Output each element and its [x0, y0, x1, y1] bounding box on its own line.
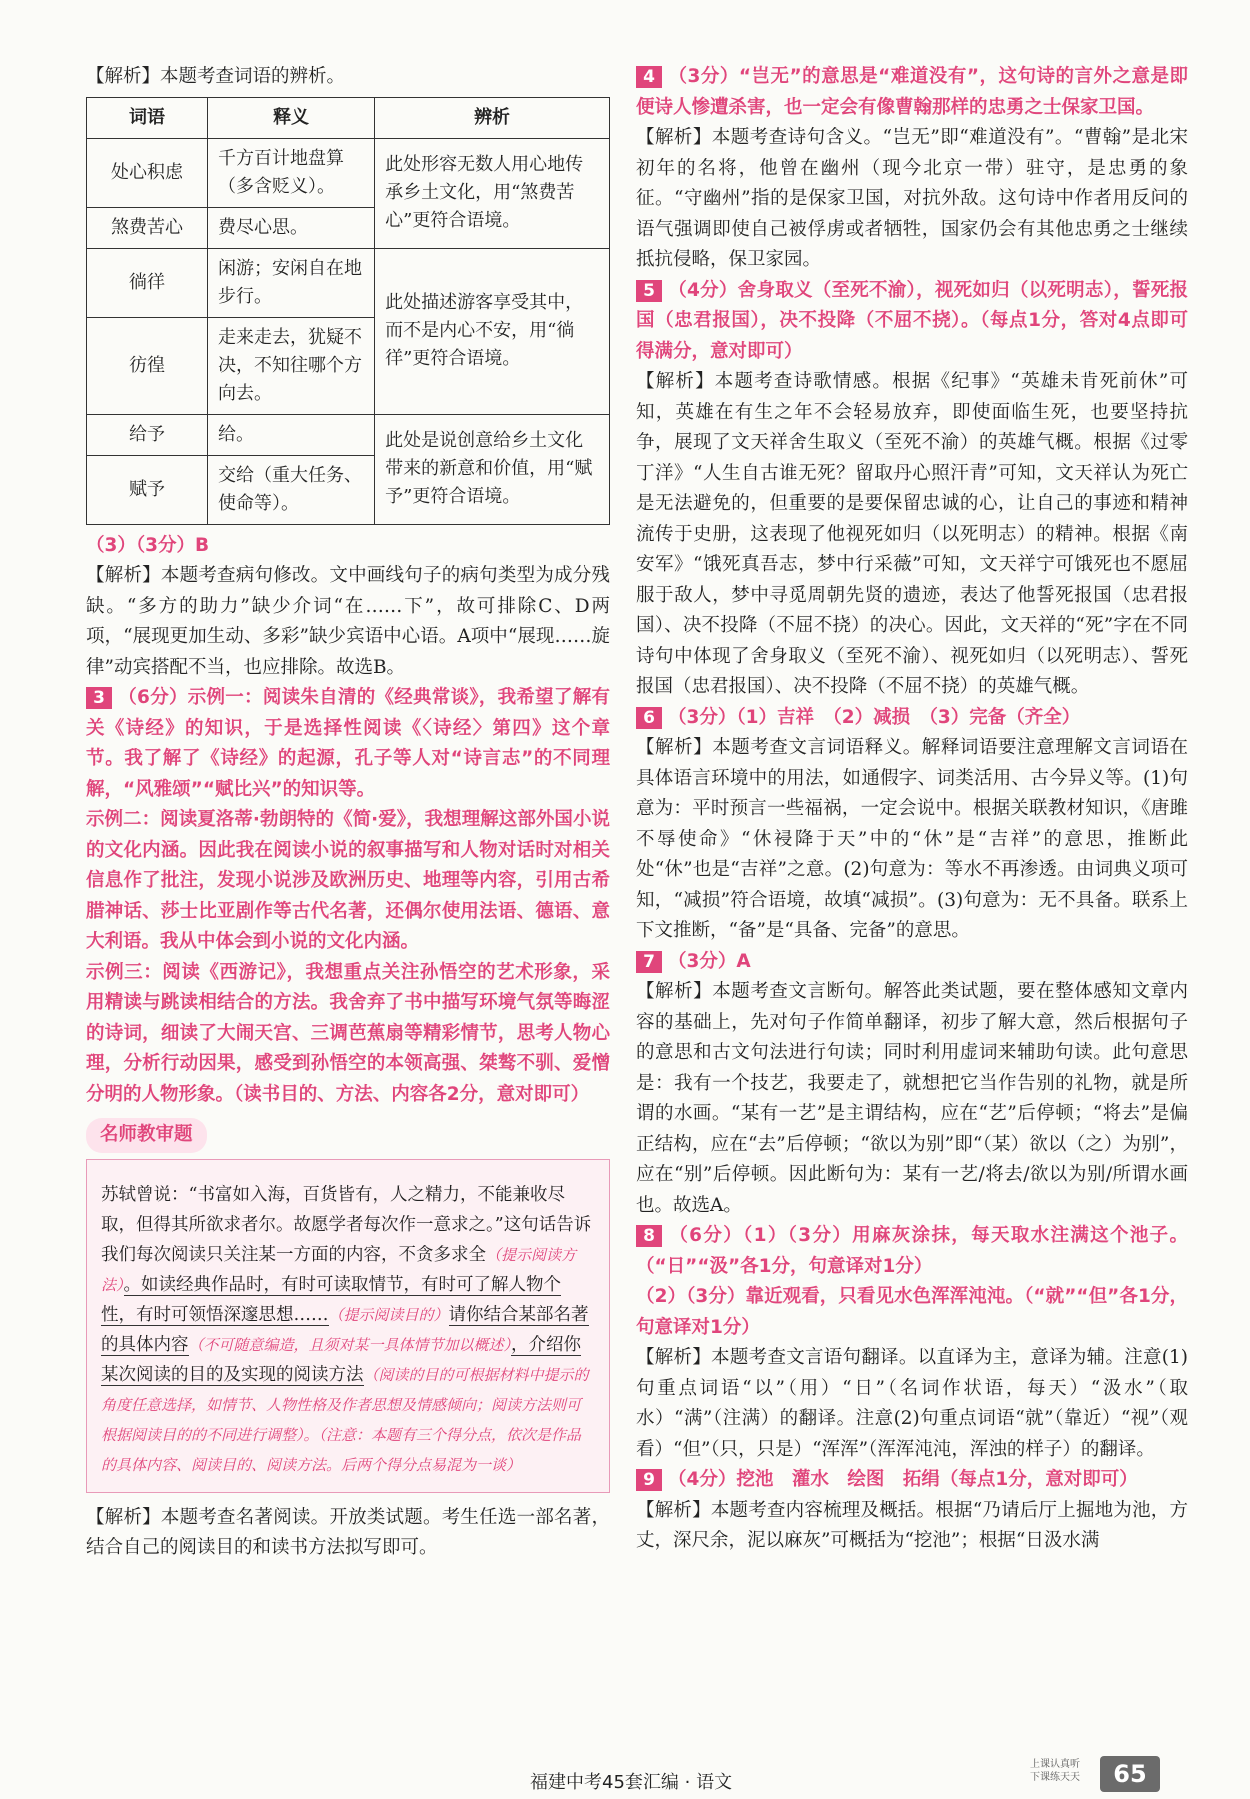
q3-answer — [86, 683, 610, 805]
col-header: 辨析 — [375, 97, 610, 138]
word-cell: 煞费苦心 — [87, 207, 208, 248]
question-number-badge: 7 — [636, 951, 662, 973]
word-cell: 徜徉 — [87, 248, 208, 317]
definition-cell: 费尽心思。 — [208, 207, 375, 248]
q4-analysis: 【解析】本题考查诗句含义。“岂无”即“难道没有”。“曹翰”是北宋初年的名将，他曾在幽州（现今北京一带）驻守，是忠勇的象征。“守幽州”指的是保家卫国，对抗外敌。这句诗中作者用反问的语气强调即使自己被俘虏或者牺牲，国家仍会有其他忠勇之士继续抵抗侵略，保卫家园。 — [636, 127, 1188, 270]
q6-answer — [636, 703, 1188, 734]
q9-analysis: 【解析】本题考查内容梳理及概括。根据“乃请后厅上掘地为池，方丈，深尺余，泥以麻灰”可概括为“挖池”；根据“日汲水满 — [636, 1499, 1188, 1551]
definition-cell: 交给（重大任务、使命等）。 — [208, 455, 375, 524]
handwritten-note: （阅读的目的可根据材料中提示的角度任意选择，如情节、人物性格及作者思想及情感倾向；阅读方法则可根据阅读目的的不同进行调整）。（注意：本题有三个得分点，依次是作品的具体内容、阅读目的、阅读方法。后两个得分点易混为一谈） — [101, 1365, 589, 1474]
analysis-cell: 此处描述游客享受其中，而不是内心不安，用“徜徉”更符合语境。 — [375, 248, 610, 414]
question-number-badge: 8 — [636, 1225, 662, 1247]
handwritten-note: （提示阅读目的） — [328, 1305, 449, 1324]
word-cell: 赋予 — [87, 455, 208, 524]
analysis-cell: 此处是说创意给乡土文化带来的新意和价值，用“赋予”更符合语境。 — [375, 414, 610, 524]
q3-example-1: （6分）示例一：阅读朱自清的《经典常谈》，我希望了解有关《诗经》的知识，于是选择性阅读《〈诗经〉第四》这个章节。我了解了《诗经》的起源，孔子等人对“诗言志”的不同理解，“风雅颂”“赋比兴”的知识等。 — [86, 687, 610, 800]
q3-example-2: 示例二：阅读夏洛蒂·勃朗特的《简·爱》，我想理解这部外国小说的文化内涵。因此我在阅读小说的叙事描写和人物对话时对相关信息作了批注，发现小说涉及欧洲历史、地理等内容，引用古希腊神话、莎士比亚剧作等古代名著，还偶尔使用法语、德语、意大利语。我从中体会到小说的文化内涵。 — [86, 809, 610, 952]
table-header — [87, 97, 610, 138]
jiexi-intro: 【解析】本题考查词语的辨析。 — [86, 66, 346, 87]
col-header: 词语 — [87, 97, 208, 138]
q3-example-3: 示例三：阅读《西游记》，我想重点关注孙悟空的艺术形象，采用精读与跳读相结合的方法。我舍弃了书中描写环境气氛等晦涩的诗词，细读了大闹天宫、三调芭蕉扇等精彩情节，思考人物心理，分析行动因果，感受到孙悟空的本领高强、桀骜不驯、爱憎分明的人物形象。（读书目的、方法、内容各2分，意对即可） — [86, 961, 610, 1105]
q8-analysis: 【解析】本题考查文言语句翻译。以直译为主，意译为辅。注意(1)句重点词语“以”（用）“日”（名词作状语，每天）“汲水”（取水）“满”（注满）的翻译。注意(2)句重点词语“就”（靠近）“视”（观看）“但”（只，只是）“浑浑”（浑浑沌沌，浑浊的样子）的翻译。 — [636, 1347, 1188, 1460]
word-cell: 彷徨 — [87, 317, 208, 414]
question-number-badge: 6 — [636, 707, 662, 729]
q6-answer-text: （3分）（1）吉祥 （2）减损 （3）完备（齐全） — [668, 706, 1081, 728]
q6-analysis: 【解析】本题考查文言词语释义。解释词语要注意理解文言词语在具体语言环境中的用法，如通假字、词类活用、古今异义等。(1)句意为：平时预言一些福祸，一定会说中。根据关联教材知识，《唐雎不辱使命》“休祲降于天”中的“休”是“吉祥”的意思，推断此处“休”也是“吉祥”之意。(2)句意为：等水不再渗透。由词典义项可知，“减损”符合语境，故填“减损”。(3)句意为：无不具备。联系上下文推断，“备”是“具备、完备”的意思。 — [636, 737, 1188, 941]
q4-answer-text: （3分）“岂无”的意思是“难道没有”，这句诗的言外之意是即便诗人惨遭杀害，也一定会有像曹翰那样的忠勇之士保家卫国。 — [636, 66, 1188, 118]
q9-answer-text: （4分）挖池 灌水 绘图 拓绢（每点1分，意对即可） — [668, 1469, 1138, 1490]
question-number-badge: 3 — [86, 687, 112, 709]
q3-final-analysis: 【解析】本题考查名著阅读。开放类试题。考生任选一部名著，结合自己的阅读目的和读书方法拟写即可。 — [86, 1506, 610, 1558]
question-number-badge: 5 — [636, 280, 662, 302]
review-text: 。如读经典作品时，有时可读取情节，有时可了解人物个性，有时可领悟深邃思想…… — [101, 1274, 562, 1325]
review-text: 请你结合某部名著的具体内容 — [101, 1304, 589, 1355]
q3-sub-answer: （3）（3分）B — [86, 534, 210, 556]
q3-sub-analysis: 【解析】本题考查病句修改。文中画线句子的病句类型为成分残缺。“多方的助力”缺少介词“在……下”，故可排除C、D两项，“展现更加生动、多彩”缺少宾语中心语。A项中“展现……旋律”动宾搭配不当，也应排除。故选B。 — [86, 565, 610, 678]
table-row — [87, 138, 610, 207]
book-title: 福建中考45套汇编 · 语文 — [530, 1772, 733, 1793]
word-cell: 给予 — [87, 414, 208, 455]
word-cell: 处心积虑 — [87, 138, 208, 207]
definition-cell: 给。 — [208, 414, 375, 455]
review-title: 名师教审题 — [86, 1118, 207, 1153]
slogan — [1030, 1758, 1080, 1784]
definition-cell: 千方百计地盘算（多含贬义）。 — [208, 138, 375, 207]
table-row — [87, 248, 610, 317]
left-column — [86, 62, 610, 1564]
q8-answer — [636, 1221, 1188, 1282]
q7-analysis: 【解析】本题考查文言断句。解答此类试题，要在整体感知文章内容的基础上，先对句子作简单翻译，初步了解大意，然后根据句子的意思和古文句法进行句读；同时利用虚词来辅助句读。此句意思是：我有一个技艺，我要走了，就想把它当作告别的礼物，就是所谓的水画。“某有一艺”是主谓结构，应在“艺”后停顿；“将去”是偏正结构，应在“去”后停顿；“欲以为别”即“（某）欲以（之）为别”，应在“别”后停顿。因此断句为：某有一艺/将去/欲以为别/所谓水画也。故选A。 — [636, 981, 1188, 1216]
q9-answer — [636, 1465, 1188, 1496]
page-number: 65 — [1100, 1756, 1160, 1792]
q7-answer-text: （3分）A — [668, 950, 751, 972]
col-header: 释义 — [208, 97, 375, 138]
review-text: ，介绍你某次阅读的目的及实现的阅读方法 — [101, 1334, 582, 1385]
handwritten-note: （不可随意编造，且须对某一具体情节加以概述） — [188, 1335, 512, 1354]
table-row — [87, 414, 610, 455]
q8-answer-text: （6分）（1）（3分）用麻灰涂抹，每天取水注满这个池子。（“日”“汲”各1分，句意译对1分） — [636, 1225, 1188, 1277]
slogan-line: 上课认真听 — [1030, 1759, 1080, 1770]
review-box — [86, 1159, 610, 1493]
q5-answer-text: （4分）舍身取义（至死不渝），视死如归（以死明志），誓死报国（忠君报国），决不投降（不屈不挠）。（每点1分，答对4点即可得满分，意对即可） — [636, 279, 1188, 362]
question-number-badge: 4 — [636, 66, 662, 88]
definition-cell: 闲游；安闲自在地步行。 — [208, 248, 375, 317]
right-column — [636, 62, 1188, 1557]
q8-answer-2: （2）（3分）靠近观看，只看见水色浑浑沌沌。（“就”“但”各1分，句意译对1分） — [636, 1286, 1188, 1338]
word-table — [86, 97, 610, 525]
q4-answer — [636, 62, 1188, 123]
review-text: 苏轼曾说：“书富如入海，百货皆有，人之精力，不能兼收尽取，但得其所欲求者尔。故愿学者每次作一意求之。”这句话告诉我们每次阅读只关注某一方面的内容，不贪多求全 — [101, 1184, 592, 1265]
analysis-cell: 此处形容无数人用心地传承乡土文化，用“煞费苦心”更符合语境。 — [375, 138, 610, 248]
handwritten-note: （提示阅读方法） — [101, 1245, 577, 1294]
question-number-badge: 9 — [636, 1469, 662, 1491]
definition-cell: 走来走去，犹疑不决，不知往哪个方向去。 — [208, 317, 375, 414]
q7-answer — [636, 947, 1188, 978]
q5-answer — [636, 276, 1188, 368]
q5-analysis: 【解析】本题考查诗歌情感。根据《纪事》“英雄未肯死前休”可知，英雄在有生之年不会轻易放弃，即使面临生死，也要坚持抗争，展现了文天祥舍生取义（至死不渝）的英雄气概。根据《过零丁洋》“人生自古谁无死？留取丹心照汗青”可知，文天祥认为死亡是无法避免的，但重要的是要保留忠诚的心，让自己的事迹和精神流传于史册，这表现了他视死如归（以死明志）的精神。根据《南安军》“饿死真吾志，梦中行采薇”可知，文天祥宁可饿死也不愿屈服于敌人，梦中寻觅周朝先贤的遗迹，表达了他誓死报国（忠君报国）、决不投降（不屈不挠）的决心。因此，文天祥的“死”字在不同诗句中体现了舍身取义（至死不渝）、视死如归（以死明志）、誓死报国（忠君报国）、决不投降（不屈不挠）的英雄气概。 — [636, 371, 1188, 697]
slogan-line: 下课练天天 — [1030, 1772, 1080, 1783]
